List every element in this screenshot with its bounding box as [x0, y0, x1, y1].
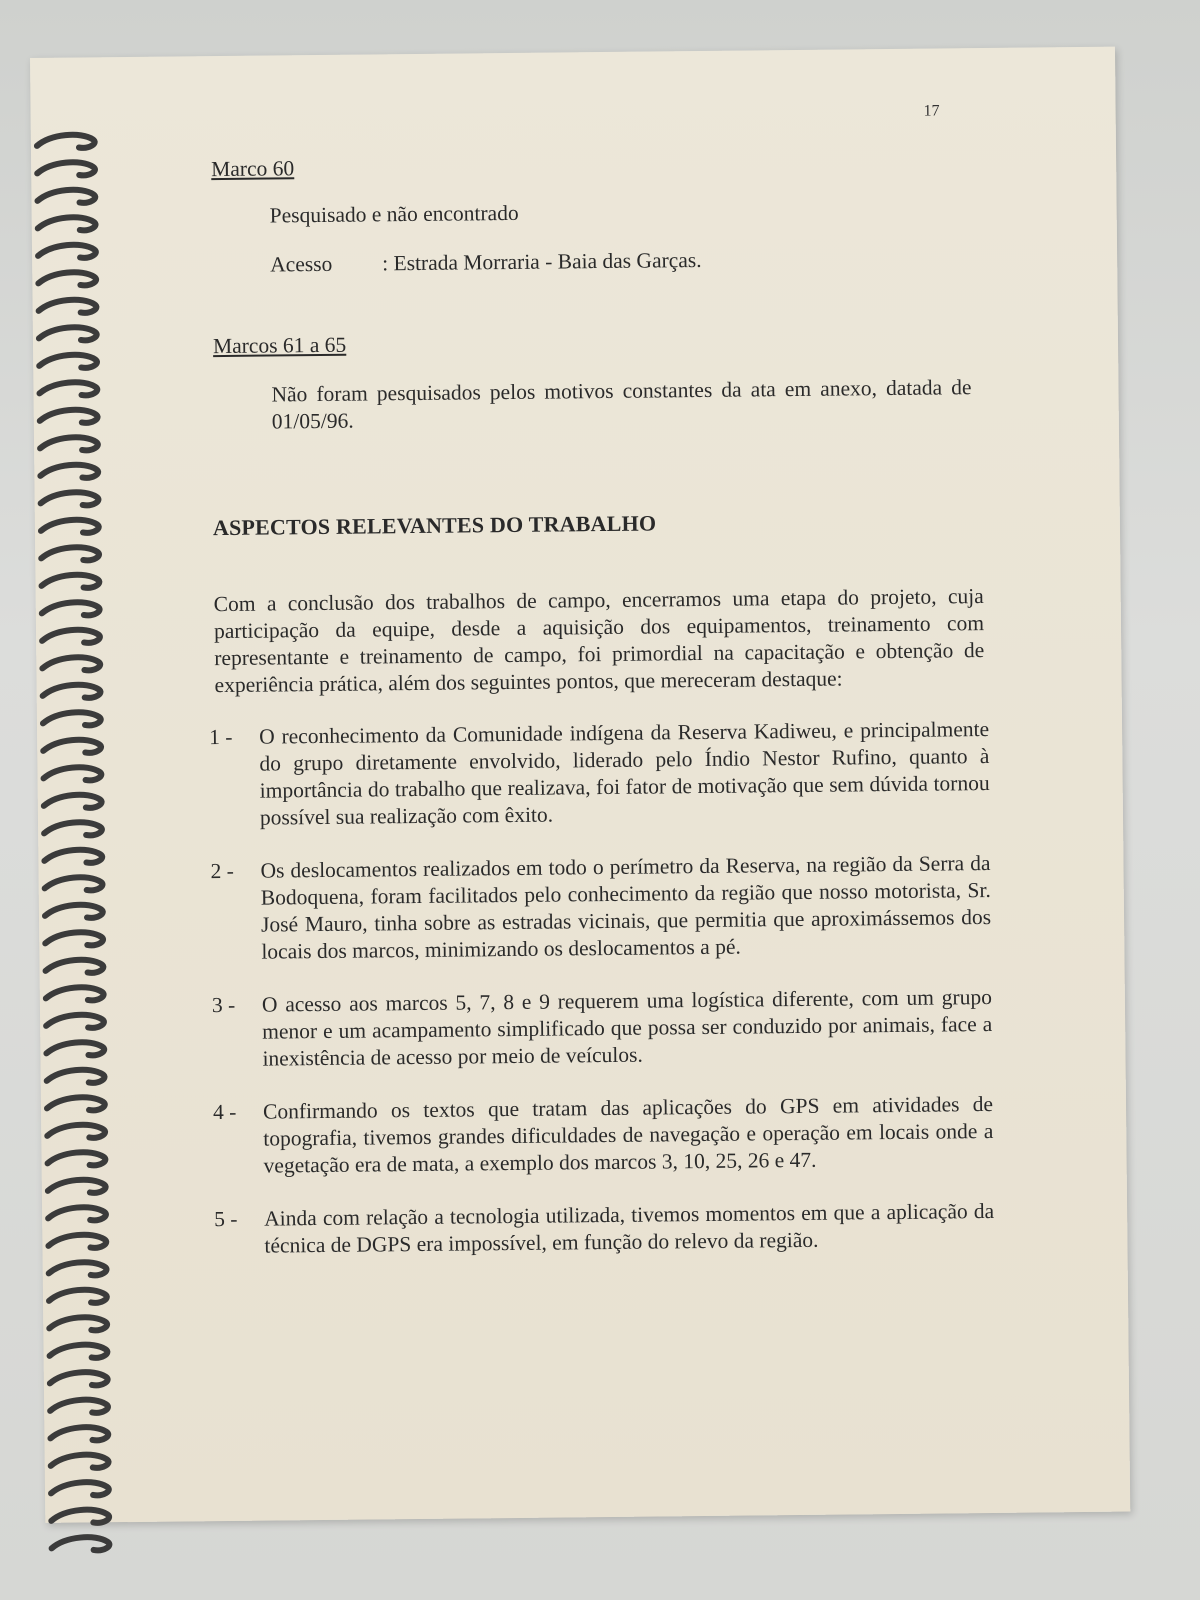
spiral-coil: [41, 492, 99, 506]
marco-60-heading: Marco 60: [211, 156, 295, 182]
spiral-coil: [48, 1179, 106, 1193]
section-intro: Com a conclusão dos trabalhos de campo, encerramos uma etapa do projeto, cuja participação da equipe, desde a aquisição dos equipamentos, treinamento com representante e treinamento de campo, foi primordial na capacitação e obtenção de experiência prática, além dos seguintes pontos, que mereceram destaque:: [213, 584, 985, 698]
spiral-coil: [42, 630, 100, 644]
spiral-coil: [48, 1234, 106, 1248]
spiral-coil: [45, 932, 103, 946]
spiral-coil: [42, 657, 100, 671]
spiral-coil: [50, 1372, 108, 1386]
marcos-61-65-heading: Marcos 61 a 65: [212, 332, 347, 359]
document-page: [30, 47, 1130, 1523]
page-content: [181, 148, 995, 1260]
spiral-coil: [39, 382, 97, 396]
list-item-number: 5 -: [214, 1206, 238, 1232]
spiral-coil: [44, 794, 102, 808]
spiral-coil: [41, 575, 99, 589]
spiral-coil: [45, 904, 103, 918]
spiral-coil: [37, 190, 95, 204]
spiral-coil: [49, 1262, 107, 1276]
list-item-text: Ainda com relação a tecnologia utilizada, tivemos momentos em que a aplicação da técnica de DGPS era impossível, em função do relevo da região.: [264, 1198, 995, 1258]
spiral-coil: [47, 1124, 105, 1138]
spiral-coil: [43, 712, 101, 726]
spiral-coil: [49, 1289, 107, 1303]
spiral-coil: [51, 1509, 109, 1523]
spiral-coil: [39, 300, 97, 314]
spiral-coil: [49, 1317, 107, 1331]
spiral-coil: [40, 465, 98, 479]
spiral-coil: [41, 547, 99, 561]
spiral-binding: [31, 127, 146, 1578]
spiral-coil: [44, 822, 102, 836]
spiral-coil: [50, 1399, 108, 1413]
list-item-number: 2 -: [210, 858, 234, 884]
spiral-coil: [39, 355, 97, 369]
spiral-coil: [38, 217, 96, 231]
spiral-coil: [38, 245, 96, 259]
spiral-coil: [43, 739, 101, 753]
spiral-coil: [41, 520, 99, 534]
spiral-coil: [40, 437, 98, 451]
spiral-coil: [51, 1482, 109, 1496]
spiral-coil: [40, 410, 98, 424]
list-item: [213, 1091, 994, 1180]
spiral-coil: [43, 684, 101, 698]
spiral-coil: [44, 849, 102, 863]
list-item-text: O reconhecimento da Comunidade indígena da Reserva Kadiweu, e principalmente do grupo diretamente envolvido, liderado pelo Índio Nestor Rufino, quanto à importância do trabalho que realizava, foi fator de motivação que sem dúvida tornou possível sua realização com êxito.: [258, 716, 990, 830]
spiral-coil: [46, 1014, 104, 1028]
spiral-coil: [45, 959, 103, 973]
spiral-coil: [37, 162, 95, 176]
spiral-coil: [46, 987, 104, 1001]
spiral-coil: [50, 1427, 108, 1441]
spiral-coil: [46, 1042, 104, 1056]
section-title: ASPECTOS RELEVANTES DO TRABALHO: [212, 510, 657, 541]
spiral-coil: [42, 602, 100, 616]
spiral-coil: [45, 877, 103, 891]
spiral-coil: [48, 1207, 106, 1221]
spiral-coil: [37, 135, 95, 149]
marco-60-access-row: [270, 244, 957, 278]
list-item-number: 3 -: [211, 992, 236, 1018]
list-item-number: 1 -: [208, 724, 233, 750]
spiral-coil: [43, 767, 101, 781]
marco-60-status: Pesquisado e não encontrado: [269, 200, 519, 228]
spiral-coil: [51, 1454, 109, 1468]
list-item-text: Os deslocamentos realizados em todo o perímetro da Reserva, na região da Serra da Bodoquena, foram facilitados pelo conhecimento da região que nosso motorista, Sr. José Mauro, tinha sobre as estradas vicinais, que permitia que aproximássemos dos locais dos marcos, minimizando os deslocamentos a pé.: [260, 850, 992, 964]
spiral-coil: [49, 1344, 107, 1358]
spiral-coil: [39, 327, 97, 341]
spiral-coil: [38, 272, 96, 286]
list-item: [214, 1198, 995, 1260]
spiral-coil: [47, 1152, 105, 1166]
list-item-text: Confirmando os textos que tratam das aplicações do GPS em atividades de topografia, tivemos grandes dificuldades de navegação e operação em locais onde a vegetação era de mata, a exemplo dos marcos 3, 10, 25, 26 e 47.: [262, 1091, 994, 1178]
spiral-coil: [51, 1537, 109, 1551]
list-item-number: 4 -: [212, 1099, 237, 1125]
access-value: : Estrada Morraria - Baia das Garças.: [382, 247, 702, 276]
access-label: Acesso: [270, 251, 333, 277]
page-number: 17: [923, 102, 940, 120]
marcos-61-65-text: Não foram pesquisados pelos motivos constantes da ata em anexo, datada de 01/05/96.: [271, 375, 972, 434]
list-item: [210, 850, 991, 966]
relevant-points-list: [209, 716, 995, 1260]
list-item: [212, 984, 993, 1073]
list-item: [209, 716, 990, 832]
spiral-coil: [47, 1097, 105, 1111]
spiral-coil: [47, 1069, 105, 1083]
list-item-text: O acesso aos marcos 5, 7, 8 e 9 requerem uma logística diferente, com um grupo menor e um acampamento simplificado que possa ser conduzido por animais, face a inexistência de acesso por meio de veículos.: [261, 984, 993, 1071]
